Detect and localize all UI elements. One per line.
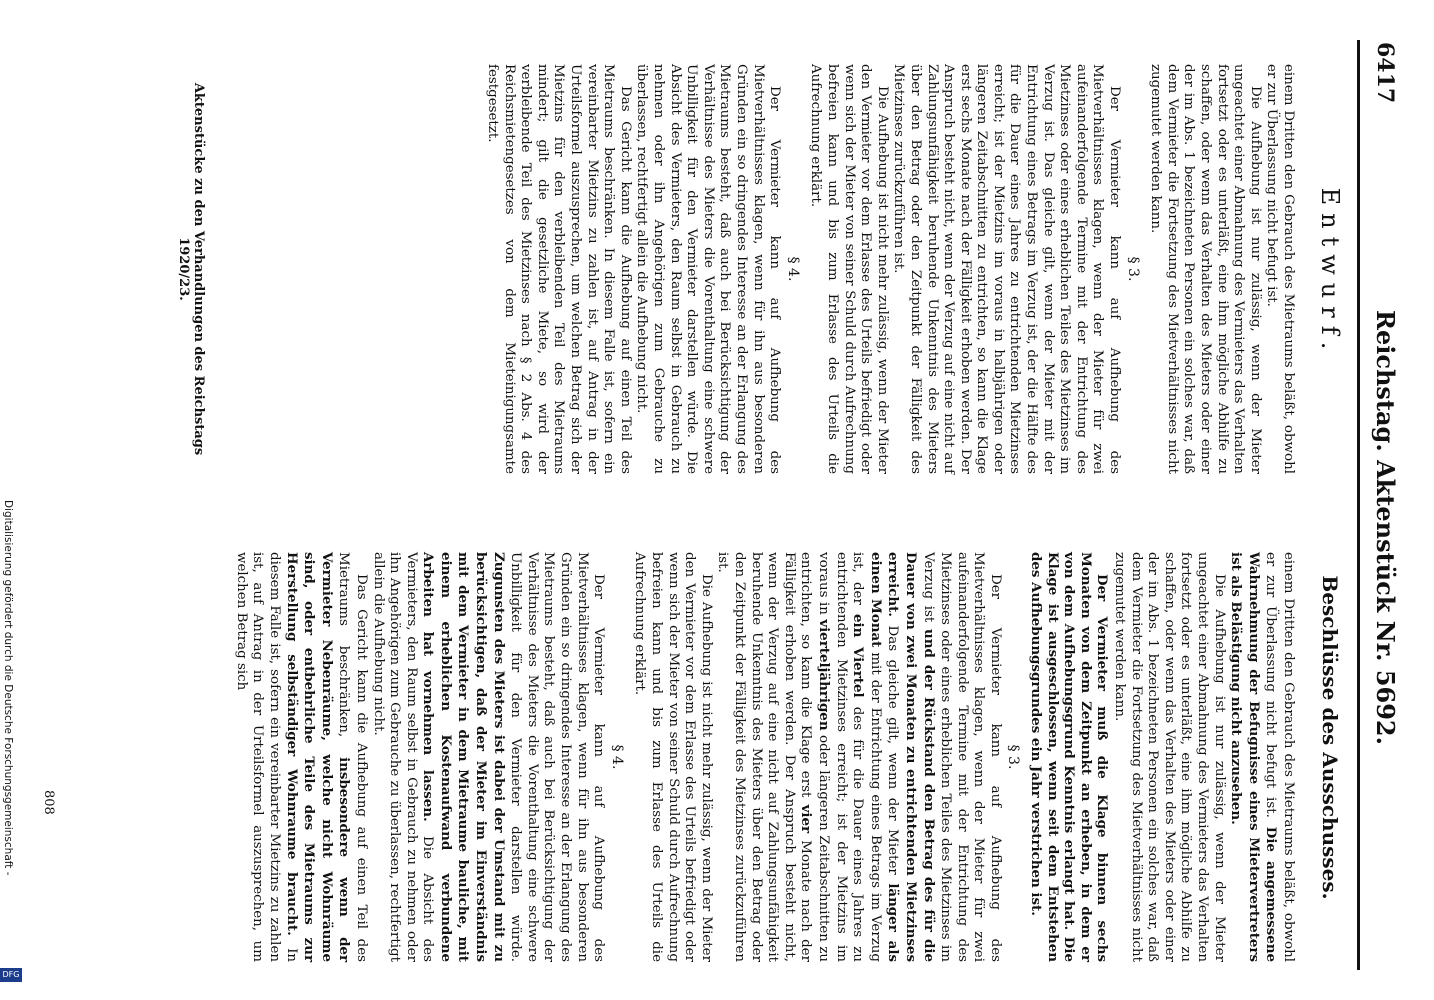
left-section-4-title: § 4.: [784, 256, 801, 282]
s4-b: Zugunsten des Mieters ist dabei der Umstand mit zu berücksichtigen, daß der Mieter im Einverständnis mit dem Vermieter in dem Mietraume bauliche, mit einem erheblichen Kostenaufwand verbundene Arbeiten hat vornehmen lassen.: [420, 552, 507, 962]
sheet-number: 808: [41, 790, 56, 815]
left-column: [484, 64, 1297, 474]
s4-c: Die Absicht des Vermieters, den Raum selbst in Gebrauch zu nehmen oder ihn Angehörigen zum Gebrauche zu überlassen, rechtfertigt allein die Aufhebung nicht.: [370, 552, 436, 962]
right-section-4-title: § 4.: [608, 744, 625, 770]
right-s3-para-1: [714, 552, 1003, 962]
right-s3-para-2: Die Aufhebung ist nicht mehr zulässig, wenn der Mieter den Vermieter vor dem Erlasse des Urteils befriedigt oder wenn sich der Mieter von seiner Schuld durch Aufrechnung befreien kann und bis zum Erlasse des Urteils die Aufrechnung erklärt.: [632, 552, 714, 962]
right-para-2: Die Aufhebung ist nur zulässig, wenn der Mieter ungeachtet einer Abmahnung des Vermieters das Verhalten fortsetzt oder es unterläßt, eine ihm mögliche Abhilfe zu schaffen, oder wenn das Verhalten des Mieters oder einer der im Abs. 1 bezeichneten Personen ein solches war, daß dem Vermieter die Fortsetzung des Mietverhältnisses nicht zugemutet werden kann.: [1112, 552, 1227, 962]
s3-b: und der Rückstand den Betrag des für die Dauer von zwei Monaten zu entrichtenden Mietzinses erreicht.: [885, 552, 937, 962]
dfg-logo: DFG: [0, 968, 22, 982]
left-s4-para-2: Das Gericht kann die Aufhebung auf einen Teil des Mietraums beschränken. In diesem Falle ist, sofern ein vereinbarter Mietzins zu zahlen ist, auf Antrag in der Urteilsformel auszusprechen, um welchen Betrag sich der Mietzins für den verbleibenden Teil des Mietraums mindert; gilt die gesetzliche Miete, so wird der verbleibende Teil des Mietzinses nach § 2 Abs. 4 des Reichsmietengesetzes von dem Mieteinigungsamte festgesetzt.: [485, 64, 633, 474]
s3-e: mit der Entrichtung eines Betrags im Verzug ist, der: [850, 552, 883, 962]
s3-d: länger als einen Monat: [867, 552, 902, 962]
s3-a: Der Vermieter kann auf Aufhebung des Mietverhältnisses klagen, wenn der Mieter für zwei aufeinanderfolgende Termine mit der Entrichtung des Mietzinses oder eines erheblichen Teiles des Mietzinses im Verzug ist: [920, 552, 1003, 962]
s3-c: Das gleiche gilt, wenn der Mieter: [885, 625, 901, 875]
right-para-1: [1227, 552, 1296, 962]
page-number: 6417: [1372, 42, 1398, 104]
s4-e: insbesondere wenn der Vermieter Nebenräume, welche nicht Wohnräume sind, oder entbehrliche Teile des Mietraums zur Herstellung selbständiger Wohnraume braucht.: [283, 552, 353, 963]
left-footer: Aktenstücke zu den Verhandlungen des Reichstags 1920/23.: [176, 82, 206, 456]
left-s4-para-1: Der Vermieter kann auf Aufhebung des Mietverhältnisses klagen, wenn für ihn aus besonderen Gründen ein so dringendes Interesse an der Erlangung des Mietraums besteht, daß auch bei Berücksichtigung der Verhältnisse des Mieters die Vorenthaltung eine schwere Unbilligkeit für den Vermieter darstellen würde. Die Absicht des Vermieters, den Raum selbst in Gebrauch zu nehmen oder ihn Angehörigen zum Gebrauche zu überlassen, rechtfertigt allein die Aufhebung nicht.: [634, 64, 783, 474]
left-s3-para-1: Der Vermieter kann auf Aufhebung des Mietverhältnisses klagen, wenn der Mieter für zwei aufeinanderfolgende Termine mit der Entrichtung des Mietzinses oder eines erheblichen Teiles des Mietzinses im Verzug ist. Das gleiche gilt, wenn der Mieter mit der Entrichtung eines Betrags im Verzug ist, der die Hälfte des für die Dauer eines Jahres zu entrichtenden Mietzinses erreicht; ist der Mietzins im voraus in halbjährigen oder längeren Zeitabschnitten zu entrichten, so kann die Klage erst sechs Monate nach der Fälligkeit erhoben werden. Der Anspruch besteht nicht, wenn der Verzug auf eine nicht auf Zahlungsunfähigkeit beruhende Unkenntnis des Mieters über den Betrag oder den Zeitpunkt der Fälligkeit des Mietzinses zurückzuführen ist.: [891, 64, 1123, 474]
right-s4-para-1: [369, 552, 606, 962]
header-rule: [1357, 40, 1360, 970]
s3-g: des für die Dauer eines Jahres zu entrichtenden Mietzinses erreicht; ist der Mietzins im voraus in: [815, 552, 866, 962]
s3-i: oder längeren Zeitabschnitten zu entrichten, so kann die Klage erst: [798, 552, 831, 962]
left-section-3-title: § 3.: [1124, 256, 1141, 282]
left-para-2: Die Aufhebung ist nur zulässig, wenn der Mieter ungeachtet einer Abmahnung des Vermieters das Verhalten fortsetzt oder es unterläßt, eine ihm mögliche Abhilfe zu schaffen, oder wenn das Verhalten des Mieters oder einer der im Abs. 1 bezeichneten Personen ein solches war, daß dem Vermieter die Fortsetzung des Mietverhältnisses nicht zugemutet werden kann.: [1148, 64, 1263, 474]
credit-text: Digitalisierung gefördert durch die Deutsche Forschungsgemeinschaft -: [2, 500, 14, 876]
s4-d: Das Gericht kann die Aufhebung auf einen Teil des Mietraums beschränken,: [336, 552, 369, 962]
right-para-3-bold: Der Vermieter muß die Klage binnen sechs Monaten von dem Zeitpunkt an erheben, in dem er von dem Aufhebungsgrund Kenntnis erlangt hat. Die Klage ist ausgeschlossen, wenn seit dem Entstehen des Aufhebungsgrundes ein Jahr verstrichen ist.: [1028, 552, 1111, 962]
s4-f: In diesem Falle ist, sofern ein vereinbarter Mietzins zu zahlen ist, auf Antrag in der Urteilsformel auszusprechen, um welchen Betrag sich: [233, 552, 299, 962]
running-title: Reichstag. Aktenstück Nr. 5692.: [1371, 310, 1400, 745]
left-para-1: einem Dritten den Gebrauch des Mietraums beläßt, obwohl er zur Überlassung nicht befugt ist.: [1264, 64, 1296, 474]
s3-f: ein Viertel: [850, 614, 867, 698]
right-column-heading: Beschlüsse des Ausschusses.: [1318, 575, 1342, 900]
right-s4-para-2: [232, 552, 369, 962]
s3-k: Monate nach der Fälligkeit erhoben werden. Der Anspruch besteht nicht, wenn der Verzug auf eine nicht auf Zahlungsunfähigkeit beruhende Unkenntnis des Mieters über den Betrag oder den Zeitpunkt der Fälligkeit des Mietzinses zurückzuführen ist.: [715, 552, 814, 962]
right-para-1-text: einem Dritten den Gebrauch des Mietraums beläßt, obwohl er zur Überlassung nicht befugt ist.: [1263, 552, 1296, 962]
left-column-heading: Entwurf.: [1316, 187, 1344, 358]
left-s3-para-2: Die Aufhebung ist nicht mehr zulässig, wenn der Mieter den Vermieter vor dem Erlasse des Urteils befriedigt oder wenn sich der Mieter von seiner Schuld durch Aufrechnung befreien kann und bis zum Erlasse des Urteils die Aufrechnung erklärt.: [808, 64, 890, 474]
s3-j: vier: [798, 804, 815, 834]
right-column: [232, 552, 1296, 962]
s3-h: vierteljährigen: [815, 619, 832, 731]
right-section-3-title: § 3.: [1005, 744, 1022, 770]
right-para-1-bold: Die angemessene Wahrnehmung der Befugnisse eines Mietervertreters ist als Belästigung nicht anzusehen.: [1228, 552, 1280, 963]
s4-a: Der Vermieter kann auf Aufhebung des Mietverhältnisses klagen, wenn für ihn aus besonderen Gründen ein so dringendes Interesse an der Erlangung des Mietraums besteht, daß auch bei Berücksichtigung der Verhältnisse des Mieters die Vorenthaltung eine schwere Unbilligkeit für den Vermieter darstellen würde.: [508, 552, 607, 962]
